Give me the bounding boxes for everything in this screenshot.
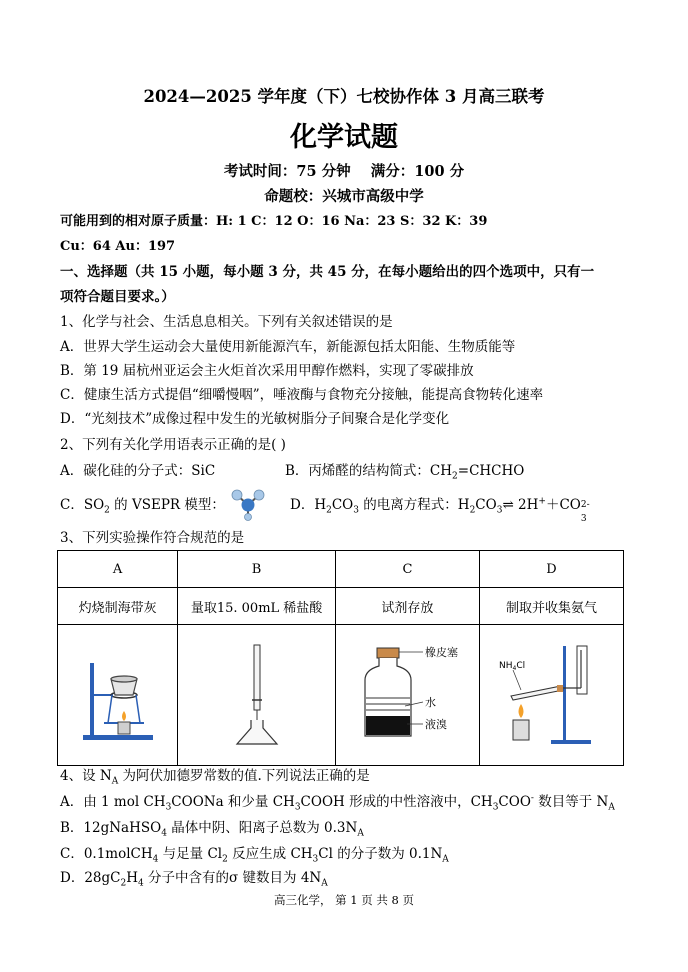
q1-option-a: A．世界大学生运动会大量使用新能源汽车，新能源包括太阳能、生物质能等 bbox=[60, 339, 516, 355]
school-label: 命题校：兴城市高级中学 bbox=[264, 188, 424, 205]
exam-title: 2024—2025 学年度（下）七校协作体 3 月高三联考 bbox=[143, 87, 545, 106]
reagent-bottle-icon bbox=[347, 640, 467, 750]
crucible-ring-stand-icon bbox=[68, 645, 168, 745]
subject-title: 化学试题 bbox=[290, 122, 398, 153]
q3-label-c: 试剂存放 bbox=[335, 588, 479, 625]
page-footer: 高三化学， 第 1 页 共 8 页 bbox=[273, 893, 415, 907]
q4-option-b: B．12gNaHSO$_4$ 晶体中阴、阳离子总数为 $0.3N_A$ bbox=[60, 820, 364, 839]
q3-header-a: A bbox=[58, 551, 178, 588]
q2-option-a: A．碳化硅的分子式：SiC bbox=[60, 463, 216, 479]
atomic-mass-line-1: 可能用到的相对原子质量：H: 1 C：12 O：16 Na：23 S：32 K：39 bbox=[60, 214, 488, 229]
water-label: 水 bbox=[425, 696, 437, 709]
q3-figure-d bbox=[479, 625, 623, 766]
burette-flask-icon bbox=[217, 640, 297, 750]
q3-label-b: 量取15. 00mL 稀盐酸 bbox=[178, 588, 336, 625]
bromine-label: 液溴 bbox=[425, 718, 448, 731]
so2-vsepr-model-icon bbox=[230, 487, 266, 521]
q1-option-b: B．第 19 届杭州亚运会主火炬首次采用甲醇作燃料，实现了零碳排放 bbox=[60, 363, 474, 379]
q2-option-c: C．$SO_2$ 的 VSEPR 模型： bbox=[60, 497, 225, 516]
q2-option-d: D．$H_2CO_3$ 的电离方程式：$H_2CO_3\rightleftharpoons$ 2H+＋CO 2- 3 bbox=[290, 496, 590, 524]
q3-experiment-table bbox=[57, 550, 624, 766]
time-label: 考试时间：75 分钟 bbox=[223, 163, 351, 180]
q4-option-a: A．由 1 mol $CH_3COONa$ 和少量 $CH_3COOH$ 形成的中性溶液中，$CH_3COO^-$ 数目等于 $N_A$ bbox=[60, 793, 615, 813]
q3-figure-b bbox=[178, 625, 336, 766]
q1-option-c: C．健康生活方式提倡“细嚼慢咽”，唾液酶与食物充分接触，能提高食物转化速率 bbox=[60, 387, 544, 403]
q2-stem: 2、下列有关化学用语表示正确的是( ) bbox=[60, 437, 286, 453]
section1-heading-1: 一、选择题（共 15 小题，每小题 3 分，共 45 分，在每小题给出的四个选项中，只有一 bbox=[60, 264, 595, 280]
q3-header-b: B bbox=[178, 551, 336, 588]
q3-label-d: 制取并收集氨气 bbox=[479, 588, 623, 625]
stopper-label: 橡皮塞 bbox=[425, 646, 459, 659]
q3-figure-a bbox=[58, 625, 178, 766]
atomic-mass-line-2: Cu：64 Au：197 bbox=[60, 239, 176, 254]
q3-stem: 3、下列实验操作符合规范的是 bbox=[60, 530, 245, 546]
ammonia-apparatus-icon bbox=[491, 640, 611, 750]
q3-header-d: D bbox=[479, 551, 623, 588]
q2-option-b: B．丙烯醛的结构简式：$CH_2=CHCHO$ bbox=[285, 463, 525, 482]
time-score-line bbox=[0, 163, 688, 181]
score-label: 满分：100 分 bbox=[370, 163, 465, 180]
q4-option-d: D．$28gC_2H_4$ 分子中含有的σ 键数目为 $4N_A$ bbox=[60, 870, 328, 889]
q3-header-c: C bbox=[335, 551, 479, 588]
q4-option-c: C．0.1molCH$_4$ 与足量 $Cl_2$ 反应生成 $CH_3Cl$ 的分子数为 $0.1N_A$ bbox=[60, 846, 449, 865]
q3-figure-c bbox=[335, 625, 479, 766]
nh4cl-label: $NH_4Cl$ bbox=[499, 661, 526, 672]
section1-heading-2: 项符合题目要求。） bbox=[60, 289, 175, 305]
q1-option-d: D．“光刻技术”成像过程中发生的光敏树脂分子间聚合是化学变化 bbox=[60, 411, 450, 427]
q4-stem: 4、设 $N_A$ 为阿伏加德罗常数的值.下列说法正确的是 bbox=[60, 768, 370, 787]
q3-label-a: 灼烧制海带灰 bbox=[58, 588, 178, 625]
q1-stem: 1、化学与社会、生活息息相关。下列有关叙述错误的是 bbox=[60, 314, 393, 330]
